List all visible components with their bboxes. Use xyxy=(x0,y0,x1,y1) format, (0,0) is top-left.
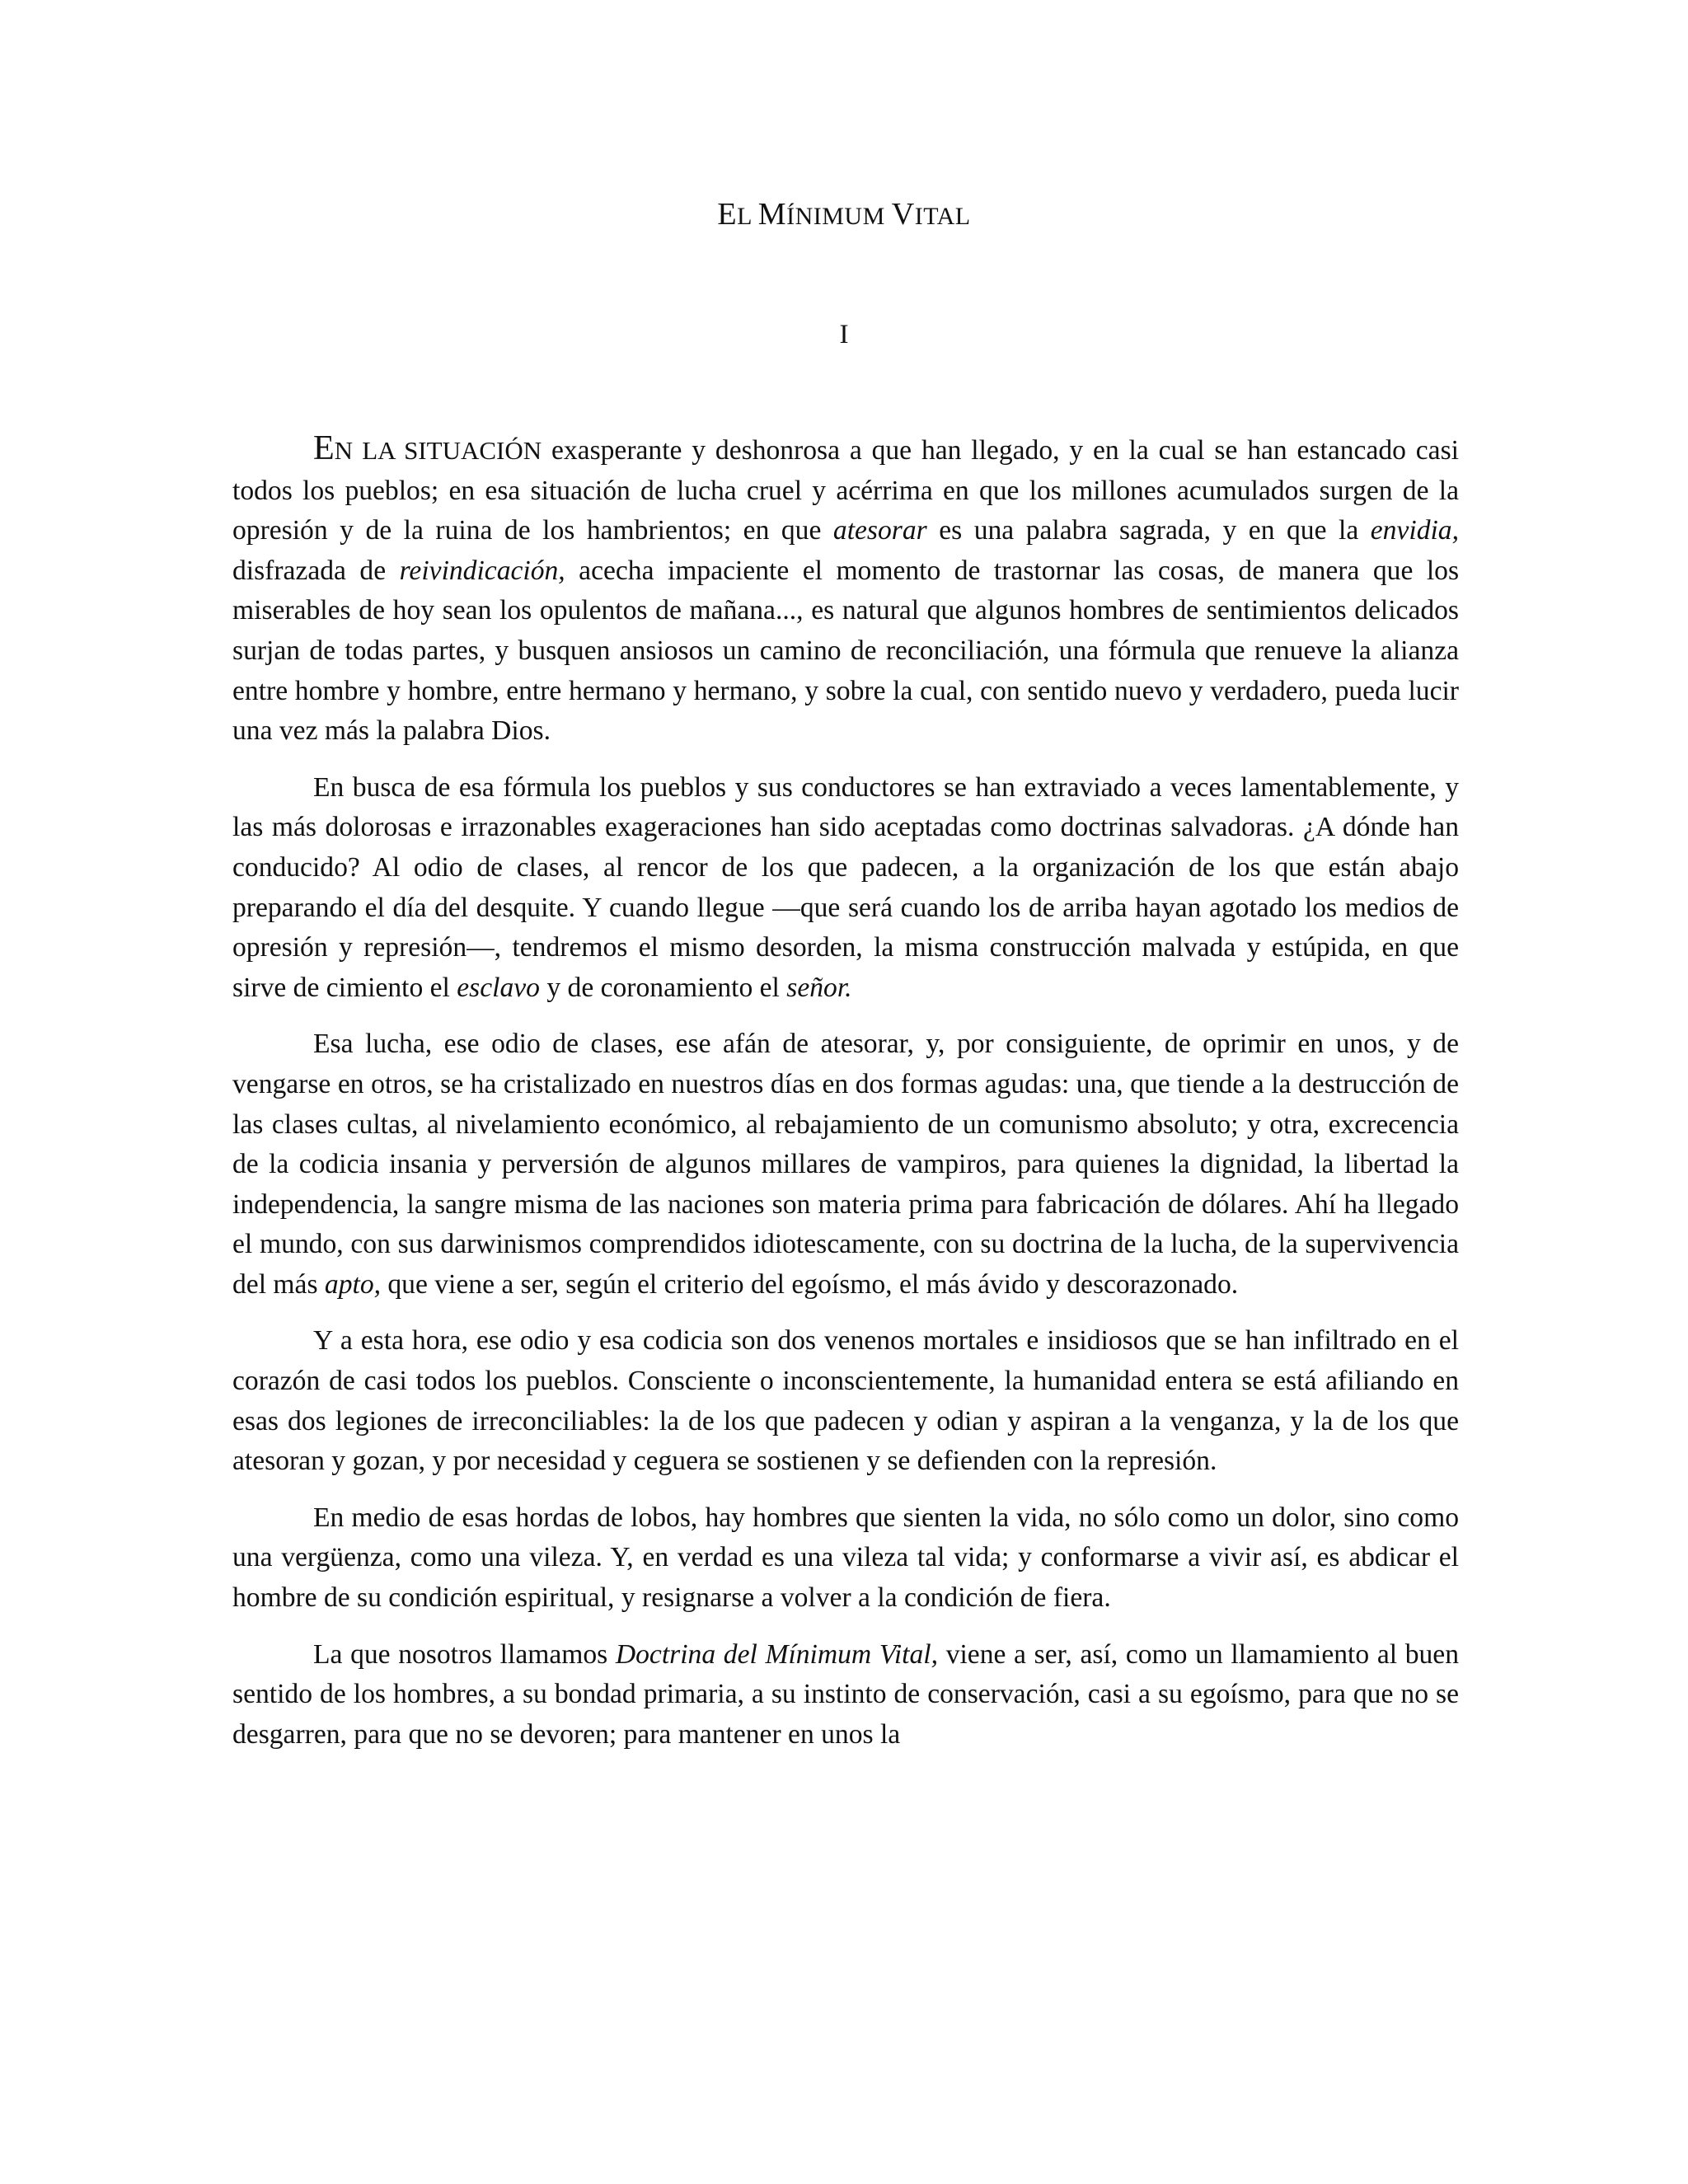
italic-phrase: Doctrina del Mínimum Vital, xyxy=(615,1638,939,1670)
paragraph-text: es una palabra sagrada, y en que la xyxy=(926,515,1371,546)
paragraph-3 xyxy=(232,1024,1459,1305)
paragraph-text: acecha impaciente el momento de trastornar las cosas, de manera que los miserables de hoy sean los opulentos de mañana..., es natural que algunos hombres de sentimientos delicados surjan de todas partes, y busquen ansiosos un camino de reconciliación, una fórmula que renueve la alianza entre hombre y hombre, entre hermano y hermano, y sobre la cual, con sentido nuevo y verdadero, pueda lucir una vez más la palabra Dios. xyxy=(232,555,1460,747)
italic-word: reivindicación, xyxy=(399,555,565,586)
body-text xyxy=(232,429,1459,1771)
title-smallcaps-1: L xyxy=(737,203,758,230)
paragraph-6 xyxy=(232,1635,1459,1755)
paragraph-text: exasperante y deshonrosa a que han llegado, y en la cual se han estancado casi todos los pueblos; en esa situación de lucha cruel y acérrima en que los millones acumulados surgen de la opresión y de la ruina de los hambrientos; en que xyxy=(232,435,1459,546)
paragraph-text: Esa lucha, ese odio de clases, ese afán de atesorar, y, por consiguiente, de oprimir en unos, y de vengarse en otros, se ha cristalizado en nuestros días en dos formas agudas: una, que tiende a la destrucción de las clases cultas, al nivelamiento económico, al rebajamiento de un comunismo absoluto; y otra, excrecencia de la codicia insania y perversión de algunos millares de vampiros, para quienes la dignidad, la libertad la independencia, la sangre misma de las naciones son materia prima para fabricación de dólares. Ahí ha llegado el mundo, con sus darwinismos comprendidos idiotescamente, con su doctrina de la lucha, de la supervivencia del más xyxy=(232,1029,1459,1300)
title-smallcaps-3: ITAL xyxy=(914,203,971,230)
italic-word: apto, xyxy=(324,1268,381,1300)
paragraph-text: Y a esta hora, ese odio y esa codicia son dos venenos mortales e insidiosos que se han infiltrado en el corazón de casi todos los pueblos. Consciente o inconscientemente, la humanidad entera se está afiliando en esas dos legiones de irreconciliables: la de los que padecen y odian y aspiran a la venganza, y la de los que atesoran y gozan, y por necesidad y ceguera se sostienen y se defienden con la represión. xyxy=(232,1325,1459,1477)
italic-word: esclavo xyxy=(457,972,540,1003)
paragraph-lead-cap: E xyxy=(313,429,335,467)
paragraph-text: En medio de esas hordas de lobos, hay hombres que sienten la vida, no sólo como un dolor, sino como una vergüenza, como una vileza. Y, en verdad es una vileza tal vida; y conformarse a vivir así, es abdicar el hombre de su condición espiritual, y resignarse a volver a la condición de fiera. xyxy=(232,1502,1459,1614)
paragraph-text: disfrazada de xyxy=(232,555,400,586)
italic-word: señor. xyxy=(786,972,852,1003)
paragraph-5 xyxy=(232,1498,1459,1619)
paragraph-text: En busca de esa fórmula los pueblos y sus conductores se han extraviado a veces lamentablemente, y las más dolorosas e irrazonables exageraciones han sido aceptadas como doctrinas salvadoras. ¿A dónde han conducido? Al odio de clases, al rencor de los que padecen, a la organización de los que están abajo preparando el día del desquite. Y cuando llegue —que será cuando los de arriba hayan agotado los medios de opresión y represión—, tendremos el mismo desorden, la misma construcción malvada y estúpida, en que sirve de cimiento el xyxy=(232,771,1459,1003)
paragraph-4 xyxy=(232,1321,1459,1481)
title-smallcaps-2: ÍNIMUM xyxy=(786,203,892,230)
section-number: I xyxy=(839,320,849,349)
title-cap-3: V xyxy=(891,197,915,232)
chapter-title xyxy=(0,196,1688,232)
italic-word: atesorar xyxy=(832,515,927,546)
title-cap-2: M xyxy=(757,197,787,232)
paragraph-text: viene a ser, así, como un llamamiento al buen sentido de los hombres, a su bondad primaria, a su instinto de conservación, casi a su egoísmo, para que no se desgarren, para que no se devoren; para mantener en unos la xyxy=(232,1638,1459,1750)
paragraph-lead-smallcaps: N LA SITUACIÓN xyxy=(334,436,542,465)
paragraph-2 xyxy=(232,768,1459,1009)
title-cap-1: E xyxy=(717,197,738,232)
italic-word: envidia, xyxy=(1370,515,1459,546)
paragraph-text: La que nosotros llamamos xyxy=(313,1638,616,1670)
paragraph-1 xyxy=(232,429,1459,752)
paragraph-text: que viene a ser, según el criterio del egoísmo, el más ávido y descorazonado. xyxy=(381,1268,1239,1300)
paragraph-text: y de coronamiento el xyxy=(539,972,787,1003)
